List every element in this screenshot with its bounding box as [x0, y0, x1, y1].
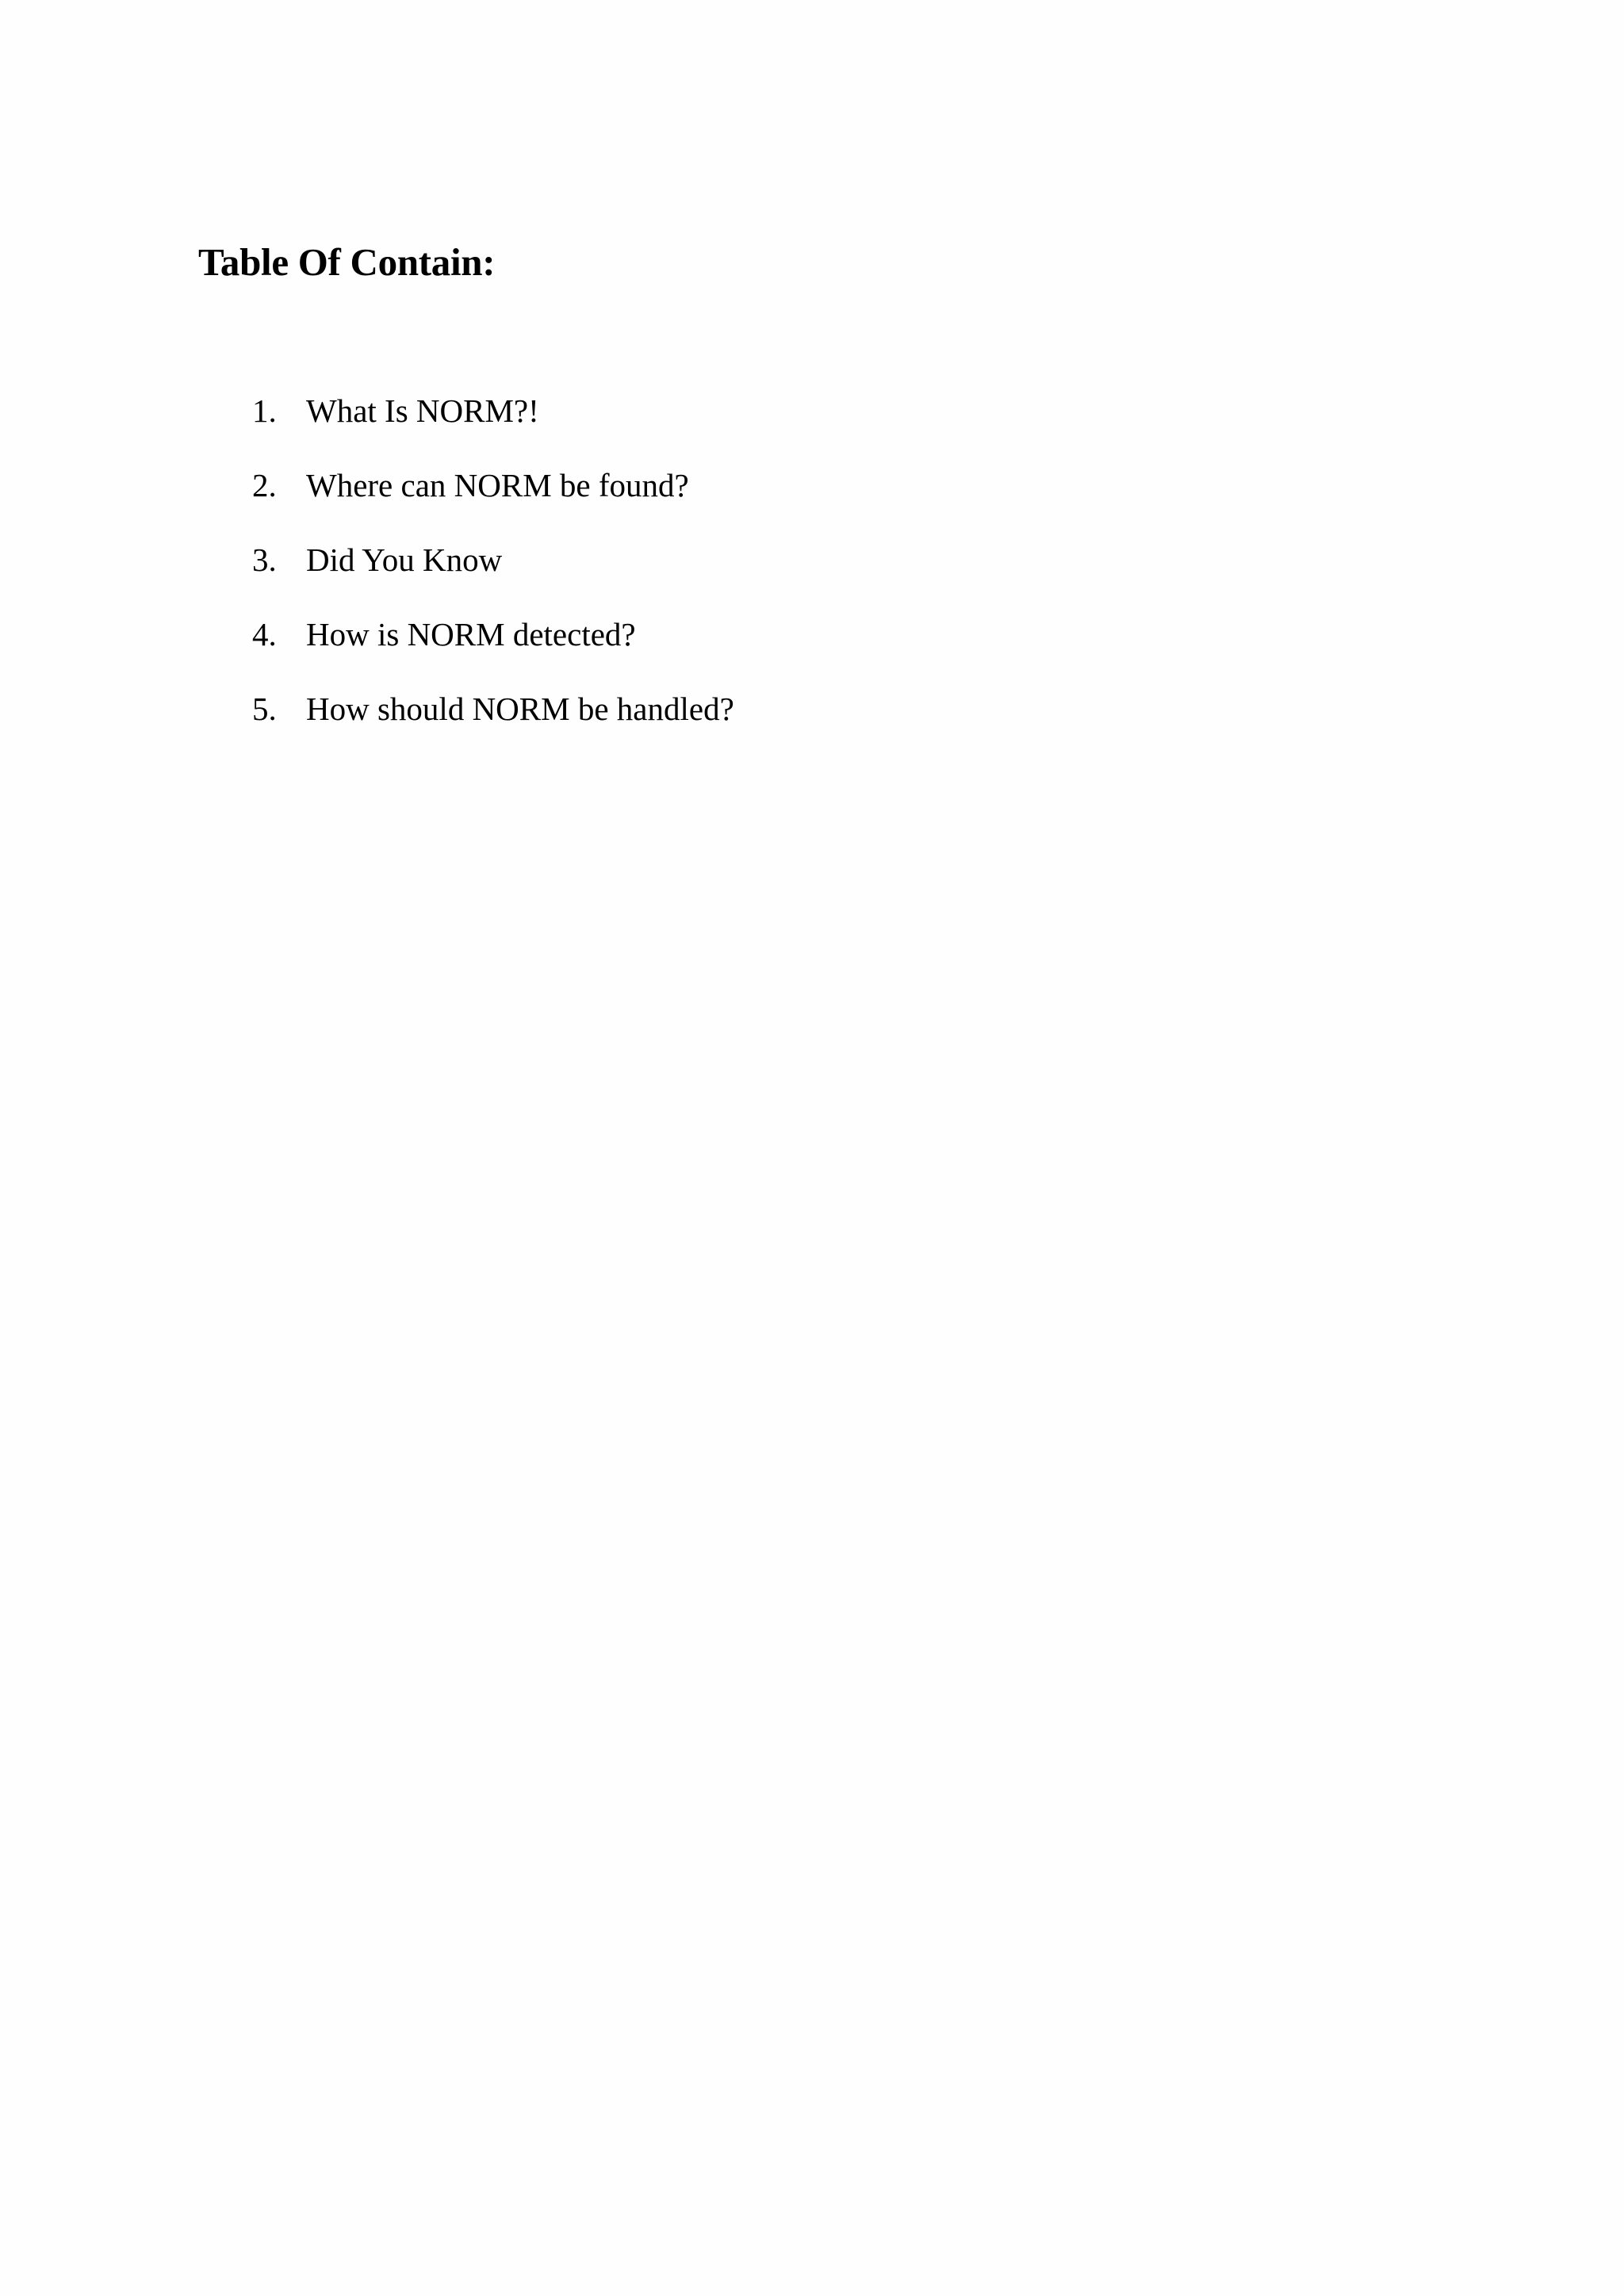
toc-item-number: 3. [252, 541, 277, 578]
toc-item-number: 4. [252, 616, 277, 652]
toc-item-label: How is NORM detected? [306, 616, 636, 652]
toc-item-number: 5. [252, 691, 277, 727]
toc-item-label: Where can NORM be found? [306, 467, 689, 503]
toc-item-label: How should NORM be handled? [306, 691, 734, 727]
toc-item-number: 2. [252, 467, 277, 503]
toc-item-label: What Is NORM?! [306, 392, 539, 429]
toc-item-number: 1. [252, 392, 277, 429]
table-of-contents-heading: Table Of Contain: [198, 240, 496, 284]
toc-item-label: Did You Know [306, 541, 503, 578]
